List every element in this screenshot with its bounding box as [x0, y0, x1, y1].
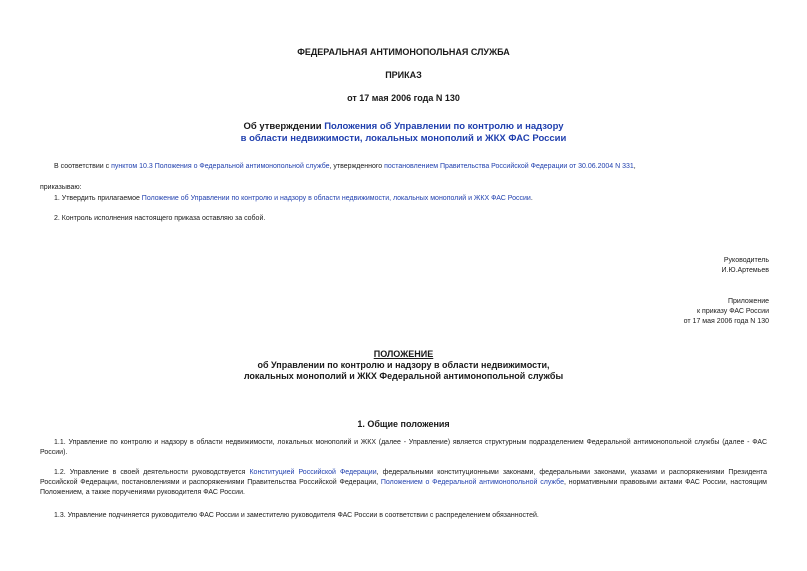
appendix-block: [684, 297, 769, 327]
preamble-text-2: , утвержденного: [329, 163, 385, 170]
clause-1-2-text-c: , нормативными правовыми актами ФАС России, настоящим Положением, а также поручениями руководителя ФАС России.: [40, 479, 767, 496]
preamble-link-government-decree[interactable]: постановлением Правительства Российской Федерации от 30.06.2004 N 331: [384, 163, 634, 170]
regulation-subtitle-line2: локальных монополий и ЖКХ Федеральной антимонопольной службы: [243, 371, 564, 381]
regulation-title: ПОЛОЖЕНИЕ: [373, 349, 434, 359]
subject-link-line2[interactable]: в области недвижимости, локальных монополий и ЖКХ ФАС России: [240, 133, 567, 144]
clause-1-2-link-fas-regulation[interactable]: Положением о Федеральной антимонопольной службе: [380, 479, 564, 486]
subject-link-line1[interactable]: Положения об Управлении по контролю и надзору: [324, 121, 564, 132]
clause-1-2-link-constitution[interactable]: Конституцией Российской Федерации: [249, 469, 377, 476]
order-item-1-text: 1. Утвердить прилагаемое: [54, 195, 142, 202]
appendix-line-1: Приложение: [727, 298, 769, 305]
clause-1-3: 1.3. Управление подчиняется руководителю ФАС России и заместителю руководителя ФАС России в соответствии с распределением обязанностей.: [54, 512, 539, 519]
clause-1-1: 1.1. Управление по контролю и надзору в области недвижимости, локальных монополий и ЖКХ (далее - Управление) является структурным подразделением Федеральной антимонопольной службы (далее - ФАС России).: [40, 439, 767, 456]
document-type: ПРИКАЗ: [385, 70, 422, 80]
order-item-1: [54, 194, 766, 204]
order-item-1-end: .: [530, 195, 533, 202]
appendix-line-2: к приказу ФАС России: [697, 308, 769, 315]
preamble-link-regulation-clause[interactable]: пунктом 10.3 Положения о Федеральной антимонопольной службе: [111, 163, 330, 170]
clause-1-2-text-a: 1.2. Управление в своей деятельности руководствуется: [54, 469, 250, 476]
signer-name: И.Ю.Артемьев: [721, 267, 769, 274]
preamble-text-3: ,: [633, 163, 636, 170]
section-1-title: 1. Общие положения: [357, 419, 450, 429]
appendix-line-3: от 17 мая 2006 года N 130: [683, 318, 769, 325]
order-item-2: 2. Контроль исполнения настоящего приказа оставляю за собой.: [54, 215, 266, 222]
regulation-subtitle-line1: об Управлении по контролю и надзору в области недвижимости,: [257, 360, 550, 370]
regulation-title-block: [0, 349, 807, 382]
signer-position: Руководитель: [723, 257, 769, 264]
preamble-text-1: В соответствии с: [54, 163, 112, 170]
order-date-number: от 17 мая 2006 года N 130: [347, 93, 460, 103]
clause-1-2: [40, 468, 767, 498]
order-item-1-link[interactable]: Положение об Управлении по контролю и надзору в области недвижимости, локальных монополий и ЖКХ ФАС России: [141, 195, 531, 202]
clause-1-2-text-b: , федеральными конституционными законами, федеральными законами, указами и распоряжениями Президента Российской Федерации, постановлениями и распоряжениями Правительства Российской Федерации,: [40, 469, 767, 486]
order-subject: [0, 121, 807, 145]
agency-name: ФЕДЕРАЛЬНАЯ АНТИМОНОПОЛЬНАЯ СЛУЖБА: [297, 47, 510, 57]
order-hereby: приказываю:: [40, 184, 82, 191]
subject-prefix: Об утверждении: [243, 121, 325, 132]
preamble: [54, 162, 766, 172]
signature-block: [722, 256, 770, 276]
